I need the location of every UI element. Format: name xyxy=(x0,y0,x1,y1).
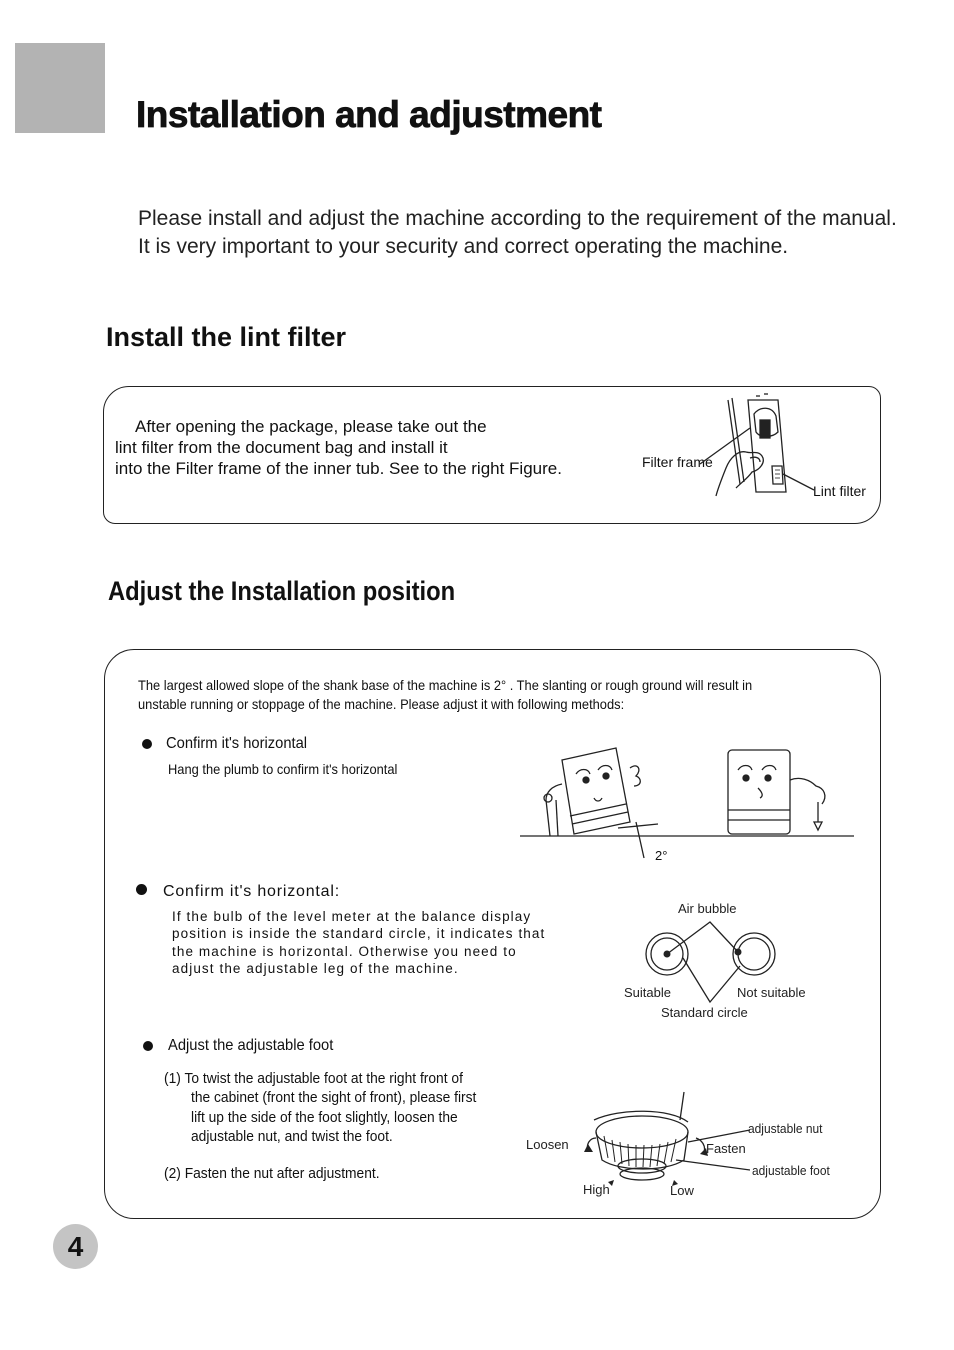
adjust-foot-title: Adjust the adjustable foot xyxy=(168,1037,334,1054)
filter-frame-label: Filter frame xyxy=(642,454,713,470)
confirm-horizontal-title-1: Confirm it's horizontal xyxy=(166,735,308,752)
adjustable-foot-illustration xyxy=(580,1090,750,1190)
intro-line-1: Please install and adjust the machine according to the requirement of the manual. xyxy=(138,207,897,230)
confirm-horizontal-sub: Hang the plumb to confirm it's horizontal xyxy=(168,761,398,777)
lint-text-line-3: into the Filter frame of the inner tub. See to the right Figure. xyxy=(115,459,562,478)
page-number: 4 xyxy=(53,1224,98,1269)
standard-circle-label: Standard circle xyxy=(661,1005,748,1020)
bullet-2 xyxy=(136,884,147,895)
lint-text-line-2: lint filter from the document bag and install it xyxy=(115,438,448,457)
bullet-3 xyxy=(143,1041,153,1051)
corner-block xyxy=(15,43,105,133)
foot-step2: (2) Fasten the nut after adjustment. xyxy=(164,1165,380,1182)
loosen-label: Loosen xyxy=(526,1137,569,1152)
low-label: Low xyxy=(670,1183,694,1198)
confirm2-line-1: If the bulb of the level meter at the balance display xyxy=(172,909,532,924)
slope-text-line-2: unstable running or stoppage of the machine. Please adjust it with following methods: xyxy=(138,696,625,712)
confirm2-line-2: position is inside the standard circle, it indicates that xyxy=(172,926,546,941)
confirm2-line-3: the machine is horizontal. Otherwise you need to xyxy=(172,944,517,959)
page-title: Installation and adjustment xyxy=(136,94,602,135)
adjustable-foot-label: adjustable foot xyxy=(752,1163,830,1178)
high-label: High xyxy=(583,1182,610,1197)
adjustable-nut-label: adjustable nut xyxy=(748,1121,823,1136)
angle-label: 2° xyxy=(655,848,668,863)
slope-text-line-1: The largest allowed slope of the shank base of the machine is 2° . The slanting or rough ground will result in xyxy=(138,677,753,693)
air-bubble-label: Air bubble xyxy=(678,901,737,916)
foot-step1-line-3: lift up the side of the foot slightly, loosen the xyxy=(191,1109,458,1126)
foot-step1-line-1: (1) To twist the adjustable foot at the right front of xyxy=(164,1070,463,1087)
lint-filter-label: Lint filter xyxy=(813,483,866,499)
foot-step1-line-4: adjustable nut, and twist the foot. xyxy=(191,1128,393,1145)
confirm2-line-4: adjust the adjustable leg of the machine. xyxy=(172,961,459,976)
foot-step1-line-2: the cabinet (front the sight of front), please first xyxy=(191,1089,477,1106)
confirm-horizontal-title-2: Confirm it's horizontal: xyxy=(163,883,340,900)
adjust-heading: Adjust the Installation position xyxy=(108,576,456,606)
fasten-label: Fasten xyxy=(706,1141,746,1156)
lint-filter-heading: Install the lint filter xyxy=(106,322,347,352)
lint-filter-illustration xyxy=(690,392,820,504)
suitable-label: Suitable xyxy=(624,985,671,1000)
lint-text-line-1: After opening the package, please take out the xyxy=(135,417,487,436)
intro-line-2: It is very important to your security and correct operating the machine. xyxy=(138,235,789,258)
not-suitable-label: Not suitable xyxy=(737,985,806,1000)
plumb-illustration xyxy=(518,740,858,865)
bullet-1 xyxy=(142,739,152,749)
